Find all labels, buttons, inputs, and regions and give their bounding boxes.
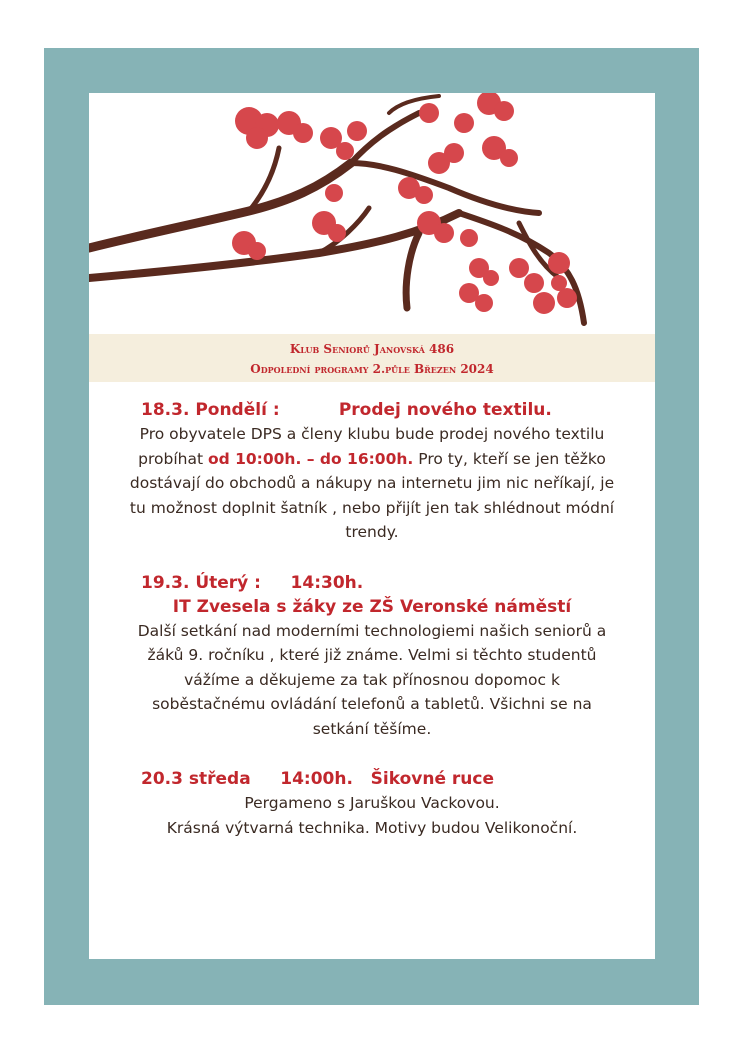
club-title: Klub Seniorů Janovská 486 (289, 342, 455, 356)
event-heading: 18.3. Pondělí : Prodej nového textilu. (141, 400, 552, 420)
event-line: Krásná výtvarná technika. Motivy budou Velikonoční. (166, 818, 578, 837)
event-description (89, 422, 655, 545)
event-text: Pro obyvatele DPS a členy klubu bude prodej nového textilu probíhat (138, 425, 605, 468)
events-list (89, 398, 655, 840)
event-heading: 20.3 středa 14:00h. Šikovné ruce (141, 769, 495, 789)
flyer-sheet (89, 93, 655, 959)
event-line: Pergameno s Jaruškou Vackovou. (244, 794, 500, 812)
page-frame (44, 48, 699, 1005)
event-subheading: IT Zvesela s žáky ze ZŠ Veronské náměstí (172, 596, 572, 617)
event-monday (89, 398, 655, 545)
event-tuesday (89, 571, 655, 742)
club-banner (89, 334, 655, 382)
program-subtitle: Odpolední programy 2.půle Březen 2024 (250, 362, 494, 376)
event-description: Další setkání nad moderními technologiemi našich seniorů a žáků 9. ročníku , které již známe. Velmi si těchto studentů vážíme a děkujeme za tak přínosnou dopomoc k soběstačnému ovládání telefonů a tabletů. Všichni se na setkání těšíme. (137, 621, 607, 738)
event-wednesday (89, 767, 655, 840)
event-time-highlight: od 10:00h. – do 16:00h. (207, 449, 414, 468)
blossom-branch-illustration (89, 93, 655, 338)
event-heading: 19.3. Úterý : 14:30h. (141, 572, 364, 593)
event-text-continued: Pro ty, kteří se jen těžko dostávají do obchodů a nákupy na internetu jim nic neříkají, je tu možnost doplnit šatník , nebo přijít jen tak shlédnout módní trendy. (129, 449, 615, 541)
